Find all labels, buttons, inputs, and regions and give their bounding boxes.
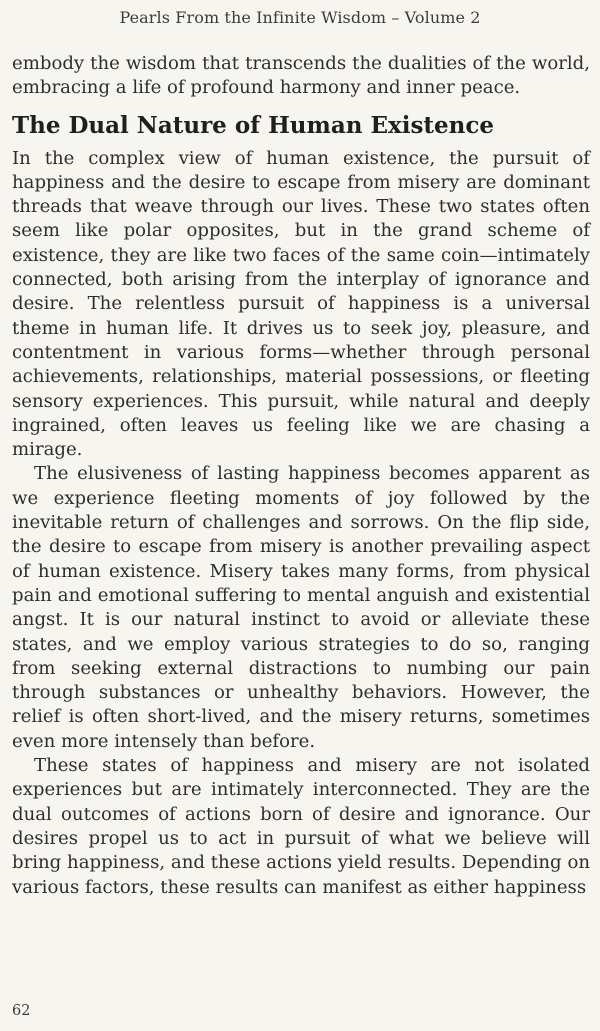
page-number: 62 [12, 1003, 31, 1019]
paragraph-2: The elusiveness of lasting happiness becomes apparent as we experience fleeting moments of joy followed by the inevitable return of challenges and sorrows. On the flip side, the desire to escape from misery is another prevailing aspect of human existence. Misery takes many forms, from physical pain and emotional suffering to mental anguish and existential angst. It is our natural instinct to avoid or alleviate these states, and we employ various strategies to do so, ranging from seeking external distractions to numbing our pain through substances or unhealthy behaviors. However, the relief is often short-lived, and the misery returns, sometimes even more intensely than before. [12, 463, 590, 752]
body-text [12, 52, 590, 900]
running-header: Pearls From the Infinite Wisdom – Volume 2 [119, 8, 481, 27]
continuation-paragraph: embody the wisdom that transcends the dualities of the world, embracing a life of profound harmony and inner peace. [12, 53, 590, 99]
paragraph-3: These states of happiness and misery are not isolated experiences but are intimately interconnected. They are the dual outcomes of actions born of desire and ignorance. Our desires propel us to act in pursuit of what we believe will bring happiness, and these actions yield results. Depending on various factors, these results can manifest as either happiness [12, 755, 590, 898]
section-heading: The Dual Nature of Human Existence [12, 111, 495, 139]
paragraph-1: In the complex view of human existence, the pursuit of happiness and the desire to escape from misery are dominant threads that weave through our lives. These two states often seem like polar opposites, but in the grand scheme of existence, they are like two faces of the same coin—intimately connected, both arising from the interplay of ignorance and desire. The relentless pursuit of happiness is a universal theme in human life. It drives us to seek joy, pleasure, and contentment in various forms—whether through personal achievements, relationships, material possessions, or fleeting sensory experiences. This pursuit, while natural and deeply ingrained, often leaves us feeling like we are chasing a mirage. [12, 147, 590, 461]
